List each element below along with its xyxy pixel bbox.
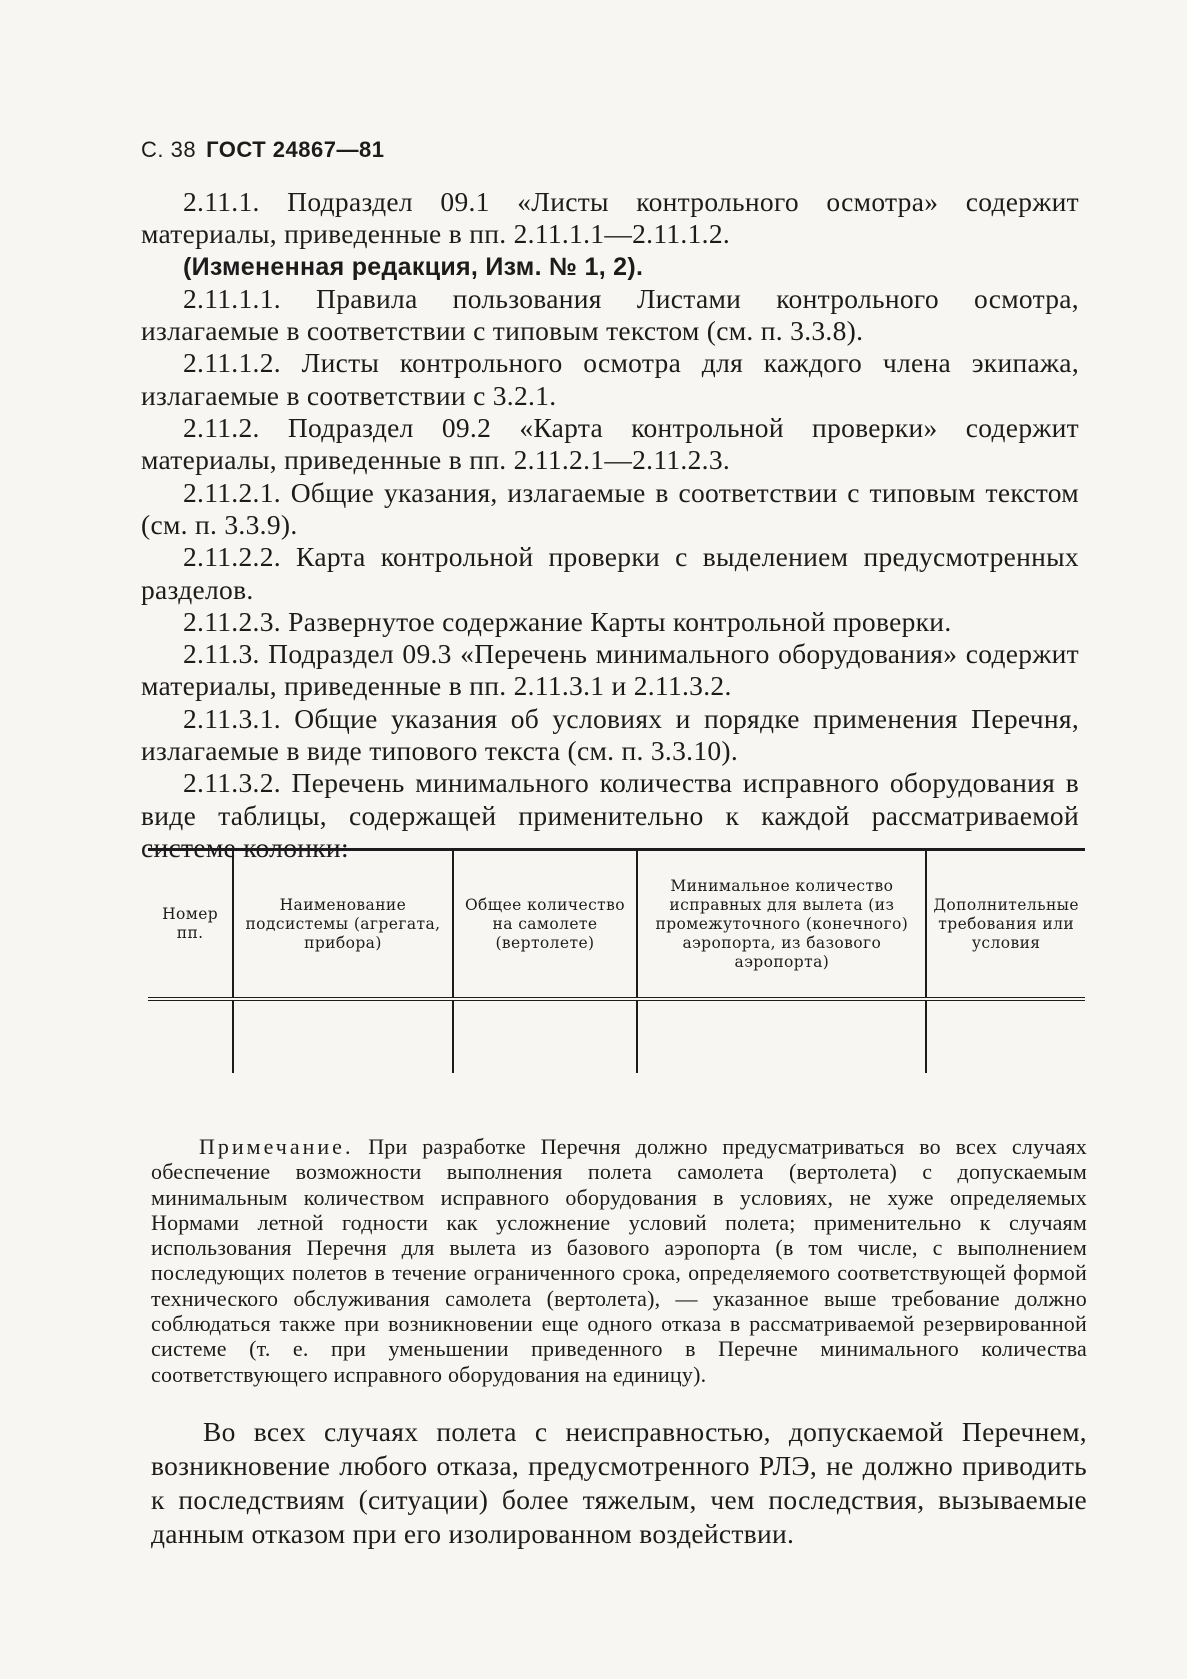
paragraph-2-11-3: 2.11.3. Подраздел 09.3 «Перечень минимального оборудования» содержит материалы, приведенные в пп. 2.11.3.1 и 2.11.3.2.	[141, 638, 1079, 702]
paragraph-2-11-1-1: 2.11.1.1. Правила пользования Листами контрольного осмотра, излагаемые в соответствии с типовым текстом (см. п. 3.3.8).	[141, 282, 1079, 347]
note-label: Примечание.	[199, 1134, 354, 1159]
paragraph-2-11-3-2: 2.11.3.2. Перечень минимального количества исправного оборудования в виде таблицы, содержащей применительно к каждой рассматриваемой системе колонки:	[141, 767, 1079, 863]
table-header-row	[148, 850, 1085, 1000]
column-header-minimum-quantity: Минимальное количество исправных для вылета (из промежуточного (конечного) аэропорта, из базового аэропорта)	[637, 850, 926, 1000]
table-cell	[637, 999, 926, 1073]
paragraph-2-11-2-2: 2.11.2.2. Карта контрольной проверки с выделением предусмотренных разделов.	[141, 541, 1079, 605]
page-number: С. 38	[141, 137, 197, 162]
column-header-additional-requirements: Дополнительные требования или условия	[926, 850, 1085, 1000]
page-header	[141, 137, 384, 163]
table-cell	[233, 999, 452, 1073]
table-cell	[148, 999, 233, 1073]
column-header-total-quantity: Общее количество на самолете (вертолете)	[453, 850, 638, 1000]
equipment-table	[148, 848, 1085, 1073]
closing-paragraph	[151, 1415, 1087, 1551]
closing-text: Во всех случаях полета с неисправностью, допускаемой Перечнем, возникновение любого отказа, предусмотренного РЛЭ, не должно приводить к последствиям (ситуации) более тяжелым, чем последствия, вызываемые данным отказом при его изолированном воздействии.	[151, 1416, 1087, 1549]
standard-number: ГОСТ 24867—81	[206, 137, 385, 162]
paragraph-2-11-3-1: 2.11.3.1. Общие указания об условиях и порядке применения Перечня, излагаемые в виде типового текста (см. п. 3.3.10).	[141, 702, 1079, 767]
note	[151, 1134, 1087, 1387]
paragraph-2-11-2-3: 2.11.2.3. Развернутое содержание Карты контрольной проверки.	[183, 605, 952, 637]
paragraph-2-11-1-2: 2.11.1.2. Листы контрольного осмотра для каждого члена экипажа, излагаемые в соответствии с 3.2.1.	[141, 347, 1079, 411]
amendment-note: (Измененная редакция, Изм. № 1, 2).	[183, 252, 644, 281]
paragraph-2-11-2: 2.11.2. Подраздел 09.2 «Карта контрольной проверки» содержит материалы, приведенные в пп. 2.11.2.1—2.11.2.3.	[141, 412, 1079, 476]
paragraph-2-11-1: 2.11.1. Подраздел 09.1 «Листы контрольного осмотра» содержит материалы, приведенные в пп. 2.11.1.1—2.11.1.2.	[141, 186, 1079, 250]
equipment-table-wrapper	[148, 848, 1085, 1073]
table-cell	[453, 999, 638, 1073]
table-row	[148, 999, 1085, 1073]
body-text	[141, 186, 1079, 864]
table-cell	[926, 999, 1085, 1073]
paragraph-2-11-2-1: 2.11.2.1. Общие указания, излагаемые в соответствии с типовым текстом (см. п. 3.3.9).	[141, 476, 1079, 540]
column-header-subsystem: Наименование подсистемы (агрегата, прибора)	[233, 850, 452, 1000]
column-header-number: Номер пп.	[162, 905, 219, 942]
note-text: При разработке Перечня должно предусматриваться во всех случаях обеспечение возможности выполнения полета самолета (вертолета) с допускаемым минимальным количеством исправного оборудования в условиях, не хуже определяемых Нормами летной годности как усложнение условий полета; применительно к случаям использования Перечня для вылета из базового аэропорта (в том числе, с выполнением последующих полетов в течение ограниченного срока, определяемого соответствующей формой технического обслуживания самолета (вертолета), — указанное выше требование должно соблюдаться также при возникновении еще одного отказа в рассматриваемой резервированной системе (т. е. при уменьшении приведенного в Перечне минимального количества соответствующего исправного оборудования на единицу).	[151, 1134, 1088, 1387]
